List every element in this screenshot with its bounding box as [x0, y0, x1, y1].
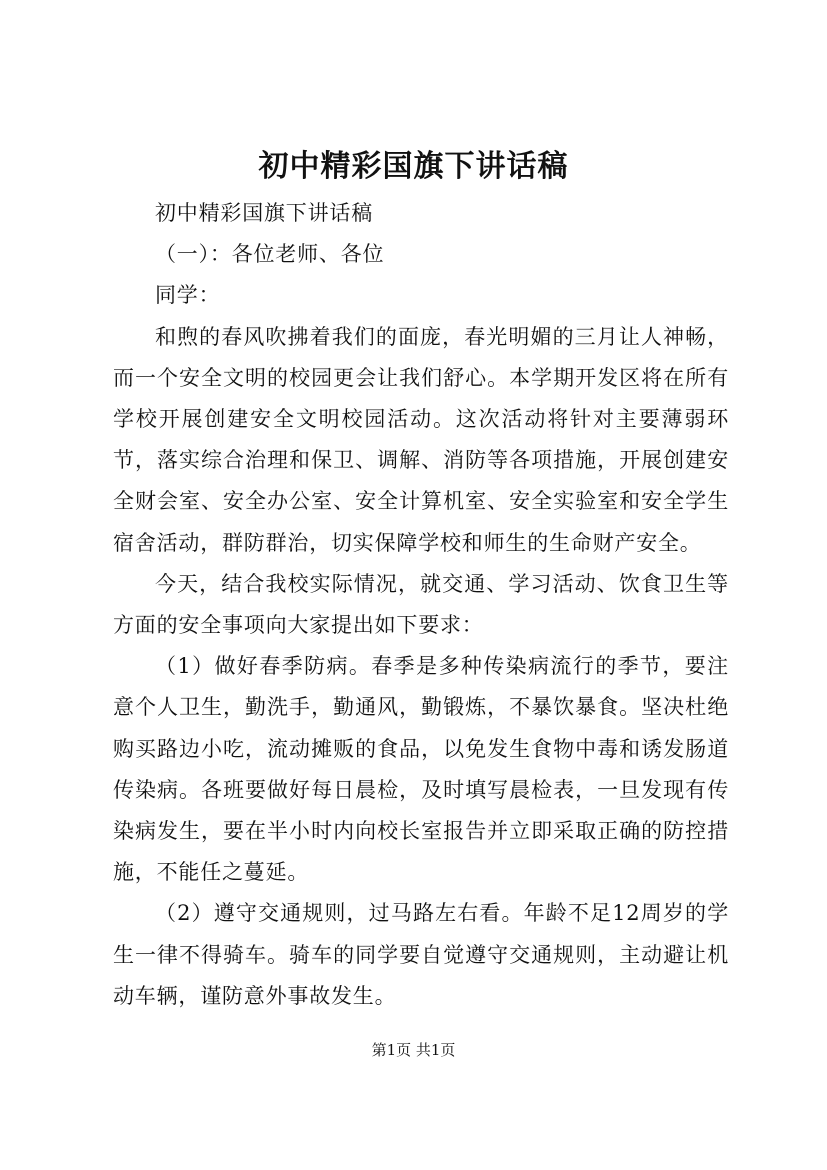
document-body [113, 193, 729, 1017]
document-title: 初中精彩国旗下讲话稿 [258, 149, 569, 184]
page-footer: 第1页 共1页 [371, 1041, 456, 1059]
paragraph-requirements: 今天，结合我校实际情况，就交通、学习活动、饮食卫生等方面的安全事项向大家提出如下要求： [113, 571, 729, 638]
paragraph-item-1: （1）做好春季防病。春季是多种传染病流行的季节，要注意个人卫生，勤洗手，勤通风，勤锻炼，不暴饮暴食。坚决杜绝购买路边小吃，流动摊贩的食品，以免发生食物中毒和诱发肠道传染病。各班要做好每日晨检，及时填写晨检表，一旦发现有传染病发生，要在半小时内向校长室报告并立即采取正确的防控措施，不能任之蔓延。 [113, 654, 729, 885]
paragraph-greeting-2: 同学： [155, 283, 221, 308]
paragraph-intro: 和煦的春风吹拂着我们的面庞，春光明媚的三月让人神畅，而一个安全文明的校园更会让我们舒心。本学期开发区将在所有学校开展创建安全文明校园活动。这次活动将针对主要薄弱环节，落实综合治理和保卫、调解、消防等各项措施，开展创建安全财会室、安全办公室、安全计算机室、安全实验室和安全学生宿舍活动，群防群治，切实保障学校和师生的生命财产安全。 [113, 324, 729, 555]
paragraph-item-2: （2）遵守交通规则，过马路左右看。年龄不足12周岁的学生一律不得骑车。骑车的同学要自觉遵守交通规则，主动避让机动车辆，谨防意外事故发生。 [113, 901, 729, 1008]
paragraph-subtitle: 初中精彩国旗下讲话稿 [155, 201, 373, 225]
paragraph-greeting-1: （一）：各位老师、各位 [155, 242, 385, 267]
